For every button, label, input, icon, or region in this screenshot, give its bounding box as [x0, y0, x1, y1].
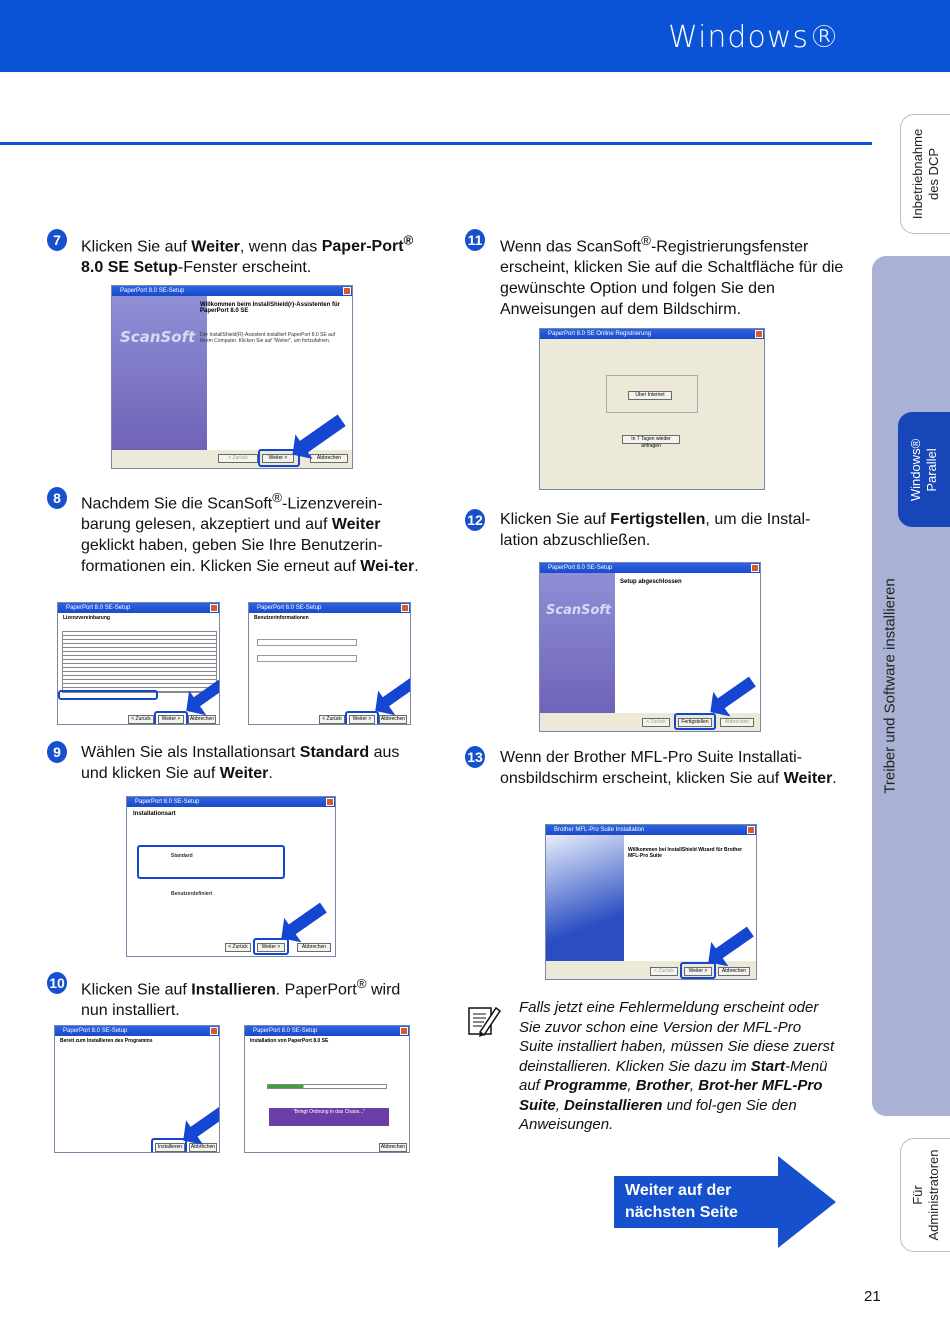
welcome-heading: Willkommen beim InstallShield(r)-Assistenten für PaperPort 8.0 SE — [200, 302, 340, 314]
highlight-box — [137, 845, 285, 879]
highlight-box — [151, 1138, 187, 1153]
cancel-button[interactable]: Abbrechen — [380, 716, 406, 722]
userinfo-title: Benutzerinformationen — [254, 615, 309, 621]
continue-line1: Weiter auf der — [625, 1182, 732, 1199]
next-button[interactable]: Weiter > — [349, 715, 375, 724]
side-graphic — [546, 835, 624, 961]
finish-heading: Setup abgeschlossen — [620, 579, 682, 585]
step-text: Wählen Sie als Installationsart Standard aus und klicken Sie auf Weiter. — [81, 744, 400, 782]
next-button[interactable]: Weiter > — [262, 454, 294, 463]
screenshot-paperport-welcome — [111, 285, 353, 469]
license-textbox[interactable] — [62, 631, 217, 693]
screenshot-setup-finished — [539, 562, 761, 732]
highlight-box — [58, 690, 158, 700]
step-text: Klicken Sie auf Fertigstellen, um die Instal-lation abzuschließen. — [500, 511, 811, 549]
window-titlebar: PaperPort 8.0 SE-Setup — [540, 563, 760, 573]
step-number: 11 — [465, 229, 485, 251]
back-button[interactable]: < Zurück — [128, 715, 154, 724]
continue-line2: nächsten Seite — [625, 1204, 738, 1221]
arrow-icon — [381, 678, 411, 708]
step-number: 12 — [465, 509, 485, 531]
finish-button[interactable]: Fertigstellen — [678, 718, 712, 727]
header-bar — [0, 0, 950, 72]
screenshot-online-registration — [539, 328, 765, 490]
scansoft-logo: ScanSoft — [546, 603, 612, 618]
step-text: Nachdem Sie die ScanSoft®-Lizenzverein-barung gelesen, akzeptiert und auf Weiter geklickt haben, geben Sie Ihre Benutzerin-formationen ein. Klicken Sie erneut auf Wei-ter. — [81, 490, 419, 576]
promo-banner: "Bringt Ordnung in das Chaos..." — [269, 1108, 389, 1126]
screenshot-installing — [244, 1025, 410, 1153]
arrow-icon — [189, 1106, 220, 1138]
brother-heading: Willkommen bei InstallShield Wizard für Brother MFL-Pro Suite — [628, 847, 743, 859]
tab-inbetriebnahme-label: Inbetriebnahme des DCP — [909, 128, 941, 220]
register-internet-button[interactable]: Über Internet — [628, 391, 672, 400]
continue-label — [614, 1156, 836, 1248]
back-button[interactable]: < Zurück — [225, 943, 251, 952]
highlight-box — [154, 711, 188, 725]
arrow-icon — [287, 903, 327, 936]
close-icon — [755, 330, 763, 338]
step-text: Wenn das ScanSoft®-Registrierungsfenster erscheint, klicken Sie auf die Schaltfläche für die gewünschte Option und folgen Sie den Anweisungen auf dem Bildschirm. — [500, 233, 844, 319]
window-titlebar: PaperPort 8.0 SE-Setup — [249, 603, 410, 613]
note-text: Falls jetzt eine Fehlermeldung erscheint oder Sie zuvor schon eine Version der MFL-Pro Suite installiert haben, müssen Sie diese zuerst deinstallieren. Klicken Sie dazu im Start-Menü auf Programme, Brother, Brot-her MFL-Pro Suite, Deinstallieren und fol-gen Sie den Anweisungen. — [519, 999, 835, 1133]
tab-inbetriebnahme[interactable] — [900, 114, 950, 234]
tab-treiber-software[interactable] — [872, 256, 950, 1116]
step-text: Klicken Sie auf Installieren. PaperPort® wird nun installiert. — [81, 976, 401, 1020]
step-number: 10 — [47, 972, 67, 994]
remind-later-button[interactable]: In 7 Tagen wieder anfragen — [622, 435, 680, 444]
tab-windows-parallel[interactable] — [898, 412, 950, 527]
tab-administratoren[interactable] — [900, 1138, 950, 1252]
note-pencil-icon — [466, 1002, 502, 1038]
ready-title: Bereit zum Installieren des Programms — [60, 1038, 153, 1044]
back-button[interactable]: < Zurück — [650, 967, 678, 976]
page-number: 21 — [864, 1288, 881, 1305]
step-text: Klicken Sie auf Weiter, wenn das Paper-Port® 8.0 SE Setup-Fenster erscheint. — [81, 233, 414, 277]
tab-windows-parallel-label: Windows® Parallel — [908, 438, 939, 501]
side-graphic — [112, 296, 207, 450]
cancel-button[interactable]: Abbrechen — [380, 1144, 406, 1150]
step-number: 9 — [47, 741, 67, 763]
next-button[interactable]: Weiter > — [158, 715, 184, 724]
cancel-button[interactable]: Abbrechen — [189, 716, 215, 722]
step-number: 7 — [47, 229, 67, 251]
screenshot-brother-wizard — [545, 824, 757, 980]
back-button[interactable]: < Zurück — [319, 715, 345, 724]
tab-treiber-software-label: Treiber und Software installieren — [881, 578, 899, 794]
welcome-body: Der InstallShield(R)-Assistent installiert PaperPort 8.0 SE auf Ihrem Computer. Klicken Sie auf "Weiter", um fortzufahren. — [200, 332, 336, 344]
close-icon — [751, 564, 759, 572]
user-name-field[interactable] — [257, 639, 357, 646]
close-icon — [747, 826, 755, 834]
screenshot-license — [57, 602, 220, 725]
progress-bar — [267, 1084, 387, 1089]
window-titlebar: PaperPort 8.0 SE Online Registrierung — [540, 329, 764, 339]
side-graphic — [540, 573, 615, 713]
back-button[interactable]: < Zurück — [642, 718, 670, 727]
license-title: Lizenzvereinbarung — [63, 615, 110, 621]
cancel-button[interactable]: Abbrechen — [310, 454, 348, 463]
header-rule — [0, 142, 872, 145]
installing-title: Installation von PaperPort 8.0 SE — [250, 1038, 329, 1044]
organization-field[interactable] — [257, 655, 357, 662]
screenshot-userinfo — [248, 602, 411, 725]
window-titlebar: PaperPort 8.0 SE-Setup — [112, 286, 352, 296]
close-icon — [210, 604, 218, 612]
tab-administratoren-label: Für Administratoren — [909, 1149, 941, 1241]
close-icon — [343, 287, 351, 295]
install-type-title: Installationsart — [133, 811, 176, 817]
cancel-button[interactable]: Abbrechen — [718, 967, 750, 976]
back-button[interactable]: < Zurück — [218, 454, 258, 463]
next-button[interactable]: Weiter > — [257, 943, 285, 952]
close-icon — [326, 798, 334, 806]
next-button[interactable]: Weiter > — [684, 967, 712, 976]
screenshot-install-type — [126, 796, 336, 957]
cancel-button[interactable]: Abbrechen — [720, 718, 754, 727]
step-number: 8 — [47, 487, 67, 509]
close-icon — [401, 604, 409, 612]
cancel-button[interactable]: Abbrechen — [190, 1144, 216, 1150]
close-icon — [400, 1027, 408, 1035]
window-titlebar: Brother MFL-Pro Suite Installation — [546, 825, 756, 835]
scansoft-logo: ScanSoft — [120, 328, 196, 346]
os-label: Windows® — [668, 20, 840, 55]
window-titlebar: PaperPort 8.0 SE-Setup — [245, 1026, 409, 1036]
cancel-button[interactable]: Abbrechen — [297, 943, 331, 952]
highlight-box — [345, 711, 379, 725]
window-titlebar: PaperPort 8.0 SE-Setup — [55, 1026, 219, 1036]
screenshot-ready-install — [54, 1025, 220, 1153]
step-text: Wenn der Brother MFL-Pro Suite Installati-onsbildschirm erscheint, klicken Sie auf Weiter. — [500, 749, 837, 787]
window-titlebar: PaperPort 8.0 SE-Setup — [127, 797, 335, 807]
close-icon — [210, 1027, 218, 1035]
install-button[interactable]: Installieren — [155, 1143, 185, 1152]
highlight-box — [674, 713, 716, 730]
step-number: 13 — [465, 746, 485, 768]
option-custom[interactable]: Benutzerdefiniert — [171, 891, 213, 897]
window-titlebar: PaperPort 8.0 SE-Setup — [58, 603, 219, 613]
option-standard[interactable]: Standard — [171, 853, 193, 859]
